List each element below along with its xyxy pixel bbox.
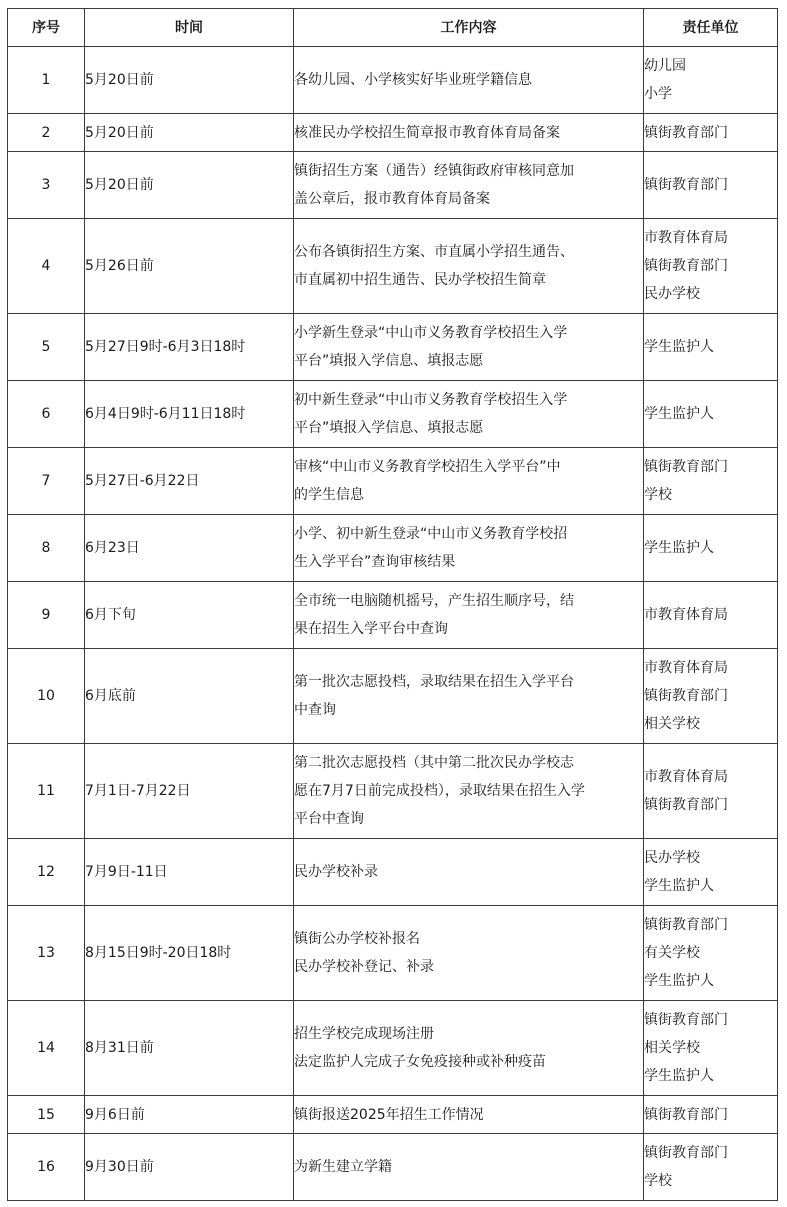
row-responsible-unit <box>644 219 778 314</box>
work-content-line: 愿在7月7日前完成投档），录取结果在招生入学 <box>294 783 585 799</box>
work-content-line: 镇街招生方案（通告）经镇街政府审核同意加 <box>294 163 574 179</box>
work-content-line: 审核“中山市义务教育学校招生入学平台”中 <box>294 459 561 475</box>
row-work-content <box>294 1134 644 1201</box>
row-work-content <box>294 47 644 114</box>
row-number: 3 <box>8 152 85 219</box>
responsible-unit-line: 镇街教育部门 <box>644 177 728 193</box>
row-time: 5月20日前 <box>85 114 294 152</box>
work-content-line: 镇街公办学校补报名 <box>294 931 420 947</box>
work-content-line: 果在招生入学平台中查询 <box>294 621 448 637</box>
row-work-content <box>294 219 644 314</box>
responsible-unit-line: 幼儿园 <box>644 58 686 74</box>
work-content-line: 小学新生登录“中山市义务教育学校招生入学 <box>294 325 568 341</box>
row-responsible-unit <box>644 448 778 515</box>
responsible-unit-line: 学生监护人 <box>644 878 714 894</box>
row-work-content <box>294 114 644 152</box>
work-content-line: 盖公章后，报市教育体育局备案 <box>294 191 490 207</box>
row-work-content <box>294 448 644 515</box>
work-content-line: 第二批次志愿投档（其中第二批次民办学校志 <box>294 755 574 771</box>
row-time: 7月1日-7月22日 <box>85 744 294 839</box>
table-header-row <box>8 9 778 47</box>
work-content-line: 中查询 <box>294 702 336 718</box>
row-time: 8月15日9时-20日18时 <box>85 906 294 1001</box>
work-content-line: 镇街报送2025年招生工作情况 <box>294 1106 484 1123</box>
work-content-line: 平台中查询 <box>294 811 364 827</box>
work-content-line: 生入学平台”查询审核结果 <box>294 554 456 570</box>
row-number: 15 <box>8 1096 85 1134</box>
header-time: 时间 <box>85 9 294 47</box>
row-time: 5月27日9时-6月3日18时 <box>85 314 294 381</box>
responsible-unit-line: 市教育体育局 <box>644 607 728 623</box>
work-content-line: 市直属初中招生通告、民办学校招生简章 <box>294 272 546 288</box>
responsible-unit-line: 市教育体育局 <box>644 769 728 785</box>
work-content-line: 公布各镇街招生方案、市直属小学招生通告、 <box>294 244 574 260</box>
row-work-content <box>294 314 644 381</box>
row-number: 4 <box>8 219 85 314</box>
table-row <box>8 448 778 515</box>
work-content-line: 招生学校完成现场注册 <box>294 1026 434 1042</box>
table-row <box>8 219 778 314</box>
row-number: 9 <box>8 582 85 649</box>
row-responsible-unit <box>644 839 778 906</box>
responsible-unit-line: 镇街教育部门 <box>644 917 728 933</box>
row-number: 5 <box>8 314 85 381</box>
row-responsible-unit <box>644 582 778 649</box>
table-row <box>8 152 778 219</box>
row-number: 10 <box>8 649 85 744</box>
work-content-line: 小学、初中新生登录“中山市义务教育学校招 <box>294 526 568 542</box>
header-number: 序号 <box>8 9 85 47</box>
work-content-line: 初中新生登录“中山市义务教育学校招生入学 <box>294 392 568 408</box>
responsible-unit-line: 镇街教育部门 <box>644 688 728 704</box>
row-number: 13 <box>8 906 85 1001</box>
responsible-unit-line: 小学 <box>644 86 672 102</box>
header-work-content: 工作内容 <box>294 9 644 47</box>
table-row <box>8 649 778 744</box>
responsible-unit-line: 镇街教育部门 <box>644 1145 728 1161</box>
row-time: 5月26日前 <box>85 219 294 314</box>
row-number: 14 <box>8 1001 85 1096</box>
work-content-line: 法定监护人完成子女免疫接种或补种疫苗 <box>294 1054 546 1070</box>
row-time: 5月27日-6月22日 <box>85 448 294 515</box>
table-row <box>8 47 778 114</box>
responsible-unit-line: 镇街教育部门 <box>644 797 728 813</box>
row-time: 7月9日-11日 <box>85 839 294 906</box>
row-responsible-unit <box>644 515 778 582</box>
row-number: 8 <box>8 515 85 582</box>
responsible-unit-line: 学生监护人 <box>644 973 714 989</box>
table-body <box>8 47 778 1201</box>
row-time: 5月20日前 <box>85 152 294 219</box>
row-time: 9月6日前 <box>85 1096 294 1134</box>
responsible-unit-line: 民办学校 <box>644 286 700 302</box>
row-time: 8月31日前 <box>85 1001 294 1096</box>
row-time: 6月下旬 <box>85 582 294 649</box>
work-content-line: 全市统一电脑随机摇号，产生招生顺序号，结 <box>294 593 574 609</box>
row-responsible-unit <box>644 1134 778 1201</box>
responsible-unit-line: 相关学校 <box>644 716 700 732</box>
responsible-unit-line: 民办学校 <box>644 850 700 866</box>
table-row <box>8 839 778 906</box>
row-number: 16 <box>8 1134 85 1201</box>
row-responsible-unit <box>644 1096 778 1134</box>
table-row <box>8 582 778 649</box>
enrollment-schedule-table <box>7 8 778 1201</box>
table-row <box>8 314 778 381</box>
row-responsible-unit <box>644 152 778 219</box>
row-time: 6月23日 <box>85 515 294 582</box>
work-content-line: 核准民办学校招生简章报市教育体育局备案 <box>294 124 560 141</box>
row-responsible-unit <box>644 314 778 381</box>
work-content-line: 平台”填报入学信息、填报志愿 <box>294 353 484 369</box>
responsible-unit-line: 学生监护人 <box>644 339 714 355</box>
table-row <box>8 1096 778 1134</box>
row-work-content <box>294 649 644 744</box>
row-time: 6月4日9时-6月11日18时 <box>85 381 294 448</box>
work-content-line: 为新生建立学籍 <box>294 1159 392 1175</box>
work-content-line: 第一批次志愿投档，录取结果在招生入学平台 <box>294 674 574 690</box>
table-row <box>8 1001 778 1096</box>
row-work-content <box>294 1001 644 1096</box>
row-responsible-unit <box>644 906 778 1001</box>
row-number: 6 <box>8 381 85 448</box>
work-content-line: 平台”填报入学信息、填报志愿 <box>294 420 484 436</box>
responsible-unit-line: 学校 <box>644 1173 672 1189</box>
row-responsible-unit <box>644 1001 778 1096</box>
work-content-line: 的学生信息 <box>294 487 364 503</box>
row-responsible-unit <box>644 381 778 448</box>
responsible-unit-line: 学生监护人 <box>644 1068 714 1084</box>
row-number: 11 <box>8 744 85 839</box>
work-content-line: 民办学校补登记、补录 <box>294 959 434 975</box>
table-row <box>8 906 778 1001</box>
table-row <box>8 744 778 839</box>
table-row <box>8 381 778 448</box>
row-work-content <box>294 1096 644 1134</box>
row-responsible-unit <box>644 649 778 744</box>
row-work-content <box>294 152 644 219</box>
row-time: 6月底前 <box>85 649 294 744</box>
work-content-line: 民办学校补录 <box>294 864 378 880</box>
responsible-unit-line: 学校 <box>644 487 672 503</box>
responsible-unit-line: 市教育体育局 <box>644 660 728 676</box>
row-number: 1 <box>8 47 85 114</box>
responsible-unit-line: 镇街教育部门 <box>644 1106 728 1123</box>
row-work-content <box>294 906 644 1001</box>
row-work-content <box>294 839 644 906</box>
responsible-unit-line: 相关学校 <box>644 1040 700 1056</box>
responsible-unit-line: 镇街教育部门 <box>644 124 728 141</box>
table-row <box>8 515 778 582</box>
responsible-unit-line: 市教育体育局 <box>644 230 728 246</box>
row-number: 12 <box>8 839 85 906</box>
table-row <box>8 114 778 152</box>
row-work-content <box>294 381 644 448</box>
header-responsible-unit: 责任单位 <box>644 9 778 47</box>
row-responsible-unit <box>644 114 778 152</box>
responsible-unit-line: 镇街教育部门 <box>644 1012 728 1028</box>
responsible-unit-line: 镇街教育部门 <box>644 258 728 274</box>
row-work-content <box>294 582 644 649</box>
table-row <box>8 1134 778 1201</box>
work-content-line: 各幼儿园、小学核实好毕业班学籍信息 <box>294 72 532 88</box>
row-work-content <box>294 744 644 839</box>
row-responsible-unit <box>644 47 778 114</box>
responsible-unit-line: 镇街教育部门 <box>644 459 728 475</box>
cropped-heading-strip <box>0 0 787 7</box>
row-responsible-unit <box>644 744 778 839</box>
row-time: 5月20日前 <box>85 47 294 114</box>
row-time: 9月30日前 <box>85 1134 294 1201</box>
row-work-content <box>294 515 644 582</box>
responsible-unit-line: 学生监护人 <box>644 540 714 556</box>
row-number: 7 <box>8 448 85 515</box>
responsible-unit-line: 学生监护人 <box>644 406 714 422</box>
responsible-unit-line: 有关学校 <box>644 945 700 961</box>
row-number: 2 <box>8 114 85 152</box>
